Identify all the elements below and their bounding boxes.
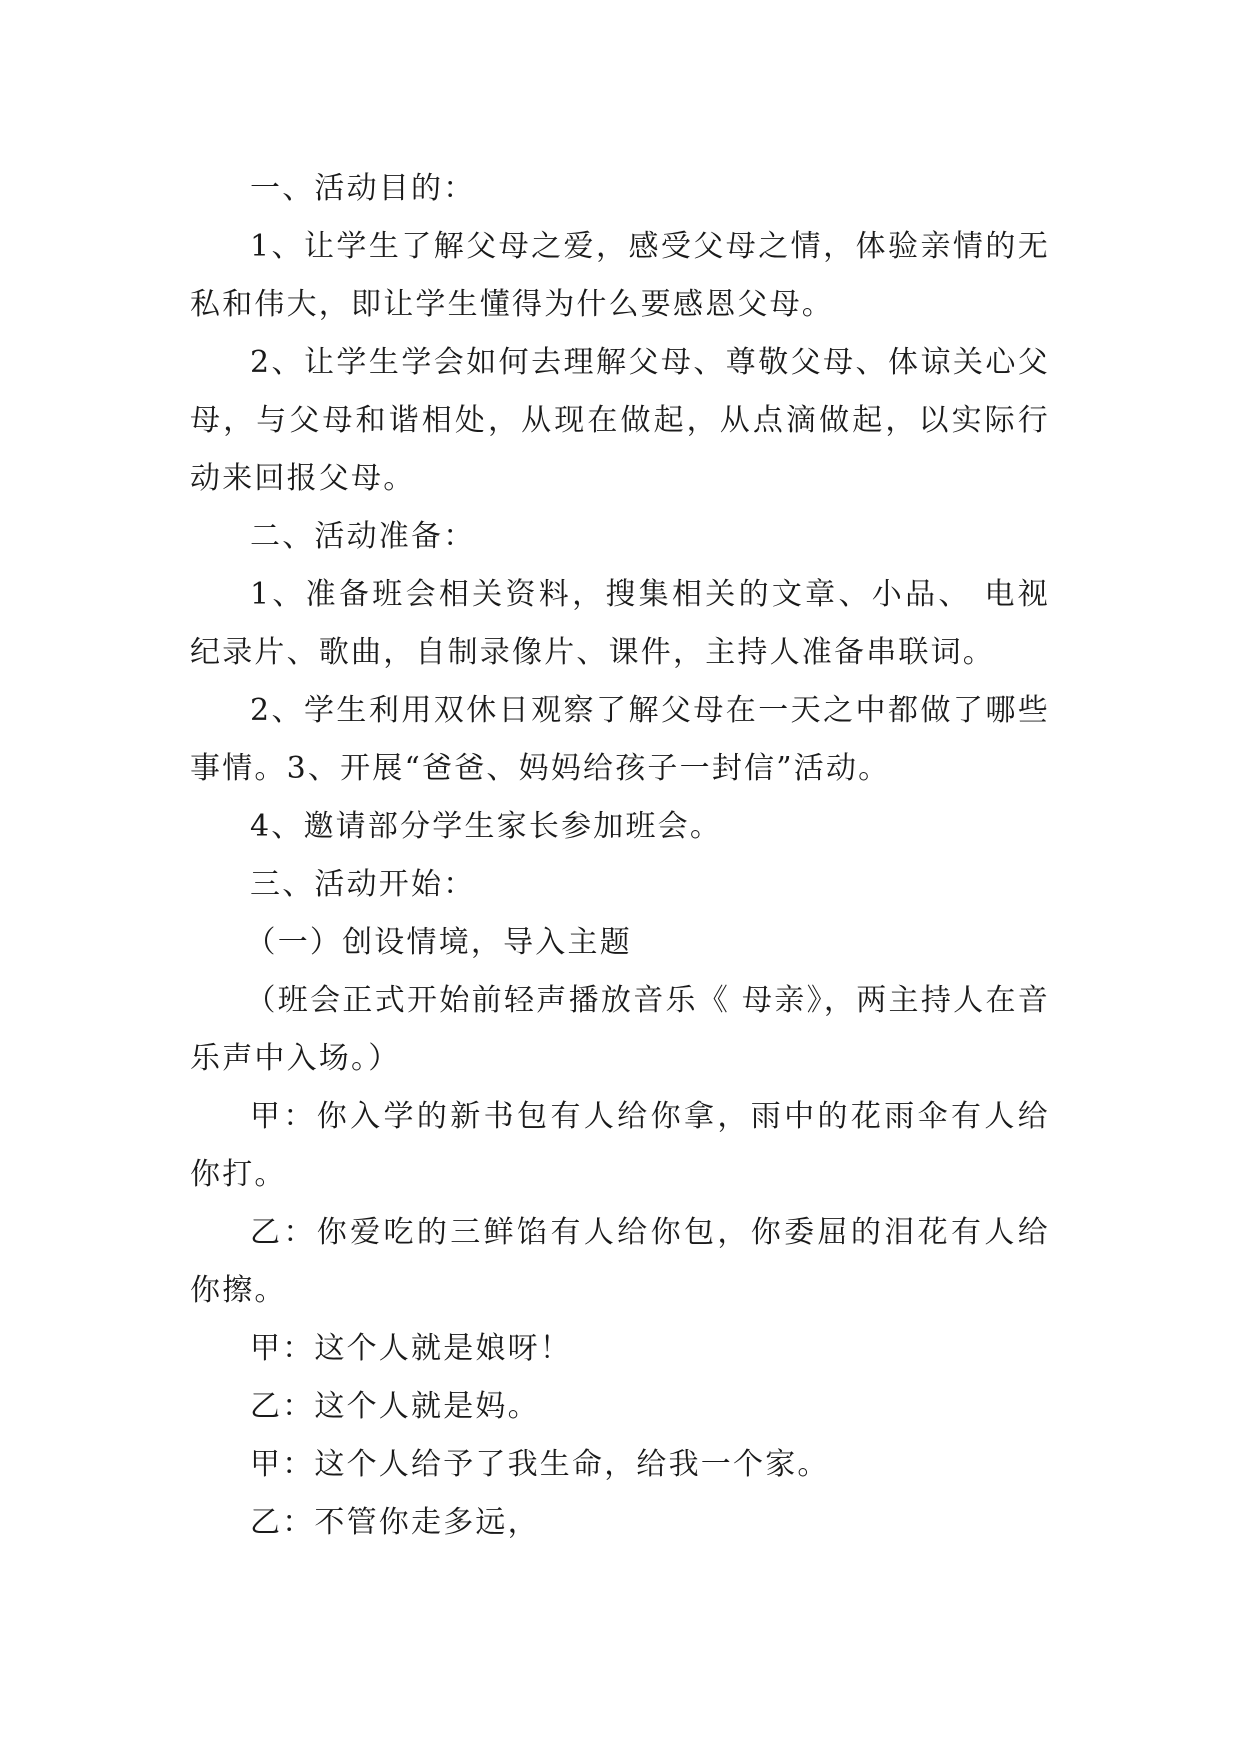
dialogue-line: 甲：你入学的新书包有人给你拿，雨中的花雨伞有人给你打。 (190, 1099, 1050, 1192)
section-heading-preparation: 二、活动准备： (250, 519, 476, 554)
stage-direction: （班会正式开始前轻声播放音乐《 母亲》，两主持人在音乐声中入场。） (190, 983, 1050, 1076)
subsection-heading: （一）创设情境，导入主题 (245, 925, 632, 960)
document-body (190, 160, 1050, 1552)
section-heading-start: 三、活动开始： (250, 867, 476, 902)
dialogue-line: 乙：不管你走多远， (250, 1505, 540, 1540)
dialogue-line: 甲：这个人就是娘呀！ (250, 1331, 572, 1366)
paragraph: 1、准备班会相关资料，搜集相关的文章、小品、 电视纪录片、歌曲，自制录像片、课件，主持人准备串联词。 (190, 577, 1050, 670)
paragraph: 1、让学生了解父母之爱，感受父母之情，体验亲情的无私和伟大，即让学生懂得为什么要感恩父母。 (190, 229, 1050, 322)
paragraph: 2、学生利用双休日观察了解父母在一天之中都做了哪些事情。3、开展“爸爸、妈妈给孩子一封信”活动。 (190, 693, 1050, 786)
paragraph: 4、邀请部分学生家长参加班会。 (250, 809, 723, 844)
dialogue-line: 乙：这个人就是妈。 (250, 1389, 540, 1424)
dialogue-line: 甲：这个人给予了我生命，给我一个家。 (250, 1447, 830, 1482)
dialogue-line: 乙：你爱吃的三鲜馅有人给你包，你委屈的泪花有人给你擦。 (190, 1215, 1050, 1308)
paragraph: 2、让学生学会如何去理解父母、尊敬父母、体谅关心父母，与父母和谐相处，从现在做起，从点滴做起，以实际行动来回报父母。 (190, 345, 1050, 496)
section-heading-purpose: 一、活动目的： (250, 171, 476, 206)
